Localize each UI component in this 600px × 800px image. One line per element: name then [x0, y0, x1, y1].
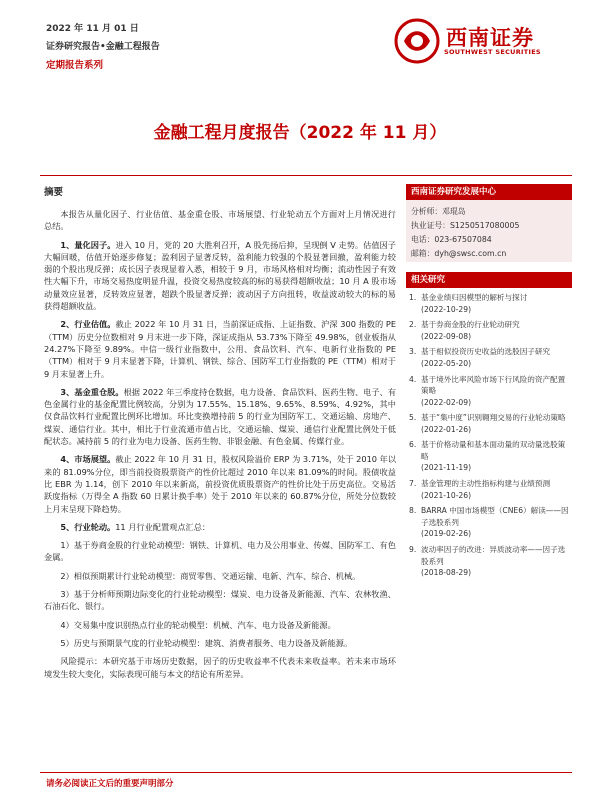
paragraph-text: 风险提示：本研究基于市场历史数据，因子的历史收益率不代表未来收益率。若未来市场环境发生较大变化，实际表现可能与本文的结论有所差异。 [44, 656, 396, 679]
related-item-title: 基于券商金股的行业轮动研究 [421, 320, 520, 330]
related-item-number: 2. [409, 320, 417, 330]
related-item-date: (2022-01-26) [421, 424, 472, 434]
related-item-title: 基金管理的主动性指标构建与业绩预测 [421, 479, 551, 489]
logo-subtitle: SOUTHWEST SECURITIES [444, 48, 541, 56]
related-item-title: 基于相似投资历史收益的选股因子研究 [421, 347, 551, 357]
paragraph-lead: 4、市场展望。 [60, 454, 116, 465]
related-item-number: 4. [409, 374, 417, 384]
related-research-item[interactable] [406, 374, 572, 409]
abstract-paragraph [44, 318, 396, 379]
logo-name: 西南证券 [446, 25, 534, 50]
related-research-item[interactable] [406, 346, 572, 369]
abstract-paragraph [44, 239, 396, 313]
related-research-list [406, 292, 572, 583]
paragraph-text: 5）历史与预期景气度的行业轮动模型：建筑、消费者服务、电力设备及新能源。 [60, 637, 353, 648]
abstract-paragraph [44, 208, 396, 233]
paragraph-text: 根据 2022 年三季度持仓数据，电力设备、食品饮料、医药生物、电子、有色金属行业的基金配置比例较高，分别为 17.55%、15.18%、9.65%、8.59%、4.92%，其中仅食品饮料行业配置比例环比增加。环比变换增持前 5 的行业为国防军工、交通运输、房地产、煤炭、通信行业。其中，相比于行业流通市值占比，交通运输、煤炭、通信行业配置比例处于低配状态。减持前 5 的行业为电力设备、医药生物、非银金融、有色金属、传媒行业。 [44, 386, 396, 447]
related-item-title: BARRA 中国市场模型（CNE6）解读——因子选股系列 [421, 506, 569, 527]
related-research-item[interactable] [406, 505, 572, 540]
related-research-item[interactable] [406, 478, 572, 501]
related-item-body [421, 292, 527, 315]
abstract-paragraph [44, 619, 396, 631]
paragraph-text: 1）基于券商金股的行业轮动模型：钢铁、计算机、电力及公用事业、传媒、国防军工、有色金属。 [44, 540, 396, 563]
analyst-name: 分析师：邓琨岛 [411, 207, 466, 216]
abstract-paragraph [44, 539, 396, 564]
report-date: 2022 年 11 月 01 日 [46, 24, 139, 34]
paragraph-text: 2）相似预期累计行业轮动模型：商贸零售、交通运输、电新、汽车、综合、机械。 [60, 570, 361, 581]
analyst-phone: 电话：023-67507084 [411, 235, 492, 244]
related-item-date: (2019-02-26) [421, 529, 472, 539]
related-item-title: 基金业绩归因模型的解析与探讨 [421, 293, 528, 302]
abstract-paragraph [44, 637, 396, 649]
related-item-number: 6. [409, 440, 417, 450]
related-item-title: 基于价格动量和基本面动量的双动量选股策略 [421, 440, 566, 461]
related-item-date: (2018-08-29) [421, 568, 472, 577]
related-item-number: 7. [409, 479, 417, 489]
related-item-number: 8. [409, 506, 417, 516]
paragraph-text: 进入 10 月，党的 20 大胜利召开，A 股先扬后抑，呈现倒 V 走势。估值因子大幅回暖，估值开始逐步修复；盈利因子显著反转，盈利能力较强的个股显著回撤，盈利能力较弱的个股出现反弹；成长因子表现显着入悉，相较于 9 月，市场风格相对均衡；流动性因子有效性大幅下升，市场交易热度明显升温，投资交易热度较高的标的易获得超额收益；10 月 A 股市场动量效应显著，反转效应显著，超跌个股显著反弹；波动因子方向扭转，收益波动较大的标的易获得超额收益。 [44, 239, 396, 312]
report-category: 证券研究报告•金融工程报告 [46, 42, 160, 52]
related-item-body [421, 374, 572, 409]
related-item-body [421, 505, 572, 540]
related-item-body [421, 544, 572, 579]
footer-disclaimer[interactable]: 请务必阅读正文后的重要声明部分 [46, 779, 174, 789]
company-logo [394, 18, 562, 64]
abstract-paragraph [44, 588, 396, 613]
related-item-date: (2022-10-29) [421, 304, 472, 314]
paragraph-lead: 2、行业估值。 [60, 319, 116, 330]
analyst-email[interactable]: 邮箱：dyh@swsc.com.cn [411, 249, 507, 258]
paragraph-lead: 3、基金重仓股。 [60, 386, 124, 397]
related-item-date: (2021-10-26) [421, 490, 472, 500]
paragraph-lead: 1、量化因子。 [60, 239, 116, 250]
related-item-number: 3. [409, 347, 417, 357]
related-item-date: (2022-05-20) [421, 358, 472, 368]
abstract-paragraph [44, 655, 396, 680]
abstract-paragraph [44, 570, 396, 582]
related-item-number: 1. [409, 293, 417, 302]
paragraph-text: 3）基于分析师预期边际变化的行业轮动模型：煤炭、电力设备及新能源、汽车、农林牧渔、石油石化、银行。 [44, 589, 396, 612]
paragraph-lead: 5、行业轮动。 [60, 521, 116, 532]
paragraph-text: 截止 2022 年 10 月 31 日，股权风险溢价 ERP 为 3.71%，处于 2010 年以来的 81.09%分位，即当前投资股票资产的性价比超过 2010 年以来 81.09%的时间。股债收益比 EBR 为 1.14，创下 2010 年以来新高，前投资优质股票资产的性价比处于历史高位。交易活跃度指标（万得全 A 指数 60 日累计换手率）处于 2010 年以来的 60.87%分位，所处分位数较上月末呈现下降趋势。 [44, 454, 396, 514]
related-research-item[interactable] [406, 544, 572, 579]
analyst-license: 执业证号：S1250517080005 [411, 221, 520, 230]
related-research-item[interactable] [406, 439, 572, 474]
related-item-body [421, 412, 566, 435]
paragraph-text: 11 月行业配置观点汇总： [115, 521, 211, 532]
paragraph-text: 本报告从量化因子、行业估值、基金重仓股、市场展望、行业轮动五个方面对上月情况进行总结。 [44, 209, 396, 232]
related-research-item[interactable] [406, 292, 572, 315]
header-divider [40, 175, 572, 176]
report-series: 定期报告系列 [46, 60, 104, 71]
related-research-title: 相关研究 [406, 272, 572, 288]
related-item-body [421, 319, 520, 342]
logo-emblem-icon [394, 18, 440, 64]
page-title: 金融工程月度报告（2022 年 11 月） [153, 123, 447, 143]
research-center-title: 西南证券研究发展中心 [406, 184, 572, 200]
related-research-item[interactable] [406, 319, 572, 342]
related-item-body [421, 346, 550, 369]
related-item-number: 5. [409, 413, 417, 423]
paragraph-text: 4）交易集中度识别热点行业的轮动模型：机械、汽车、电力设备及新能源。 [60, 619, 336, 630]
related-item-number: 9. [409, 545, 417, 554]
abstract-paragraph [44, 521, 396, 533]
related-item-date: (2021-11-19) [421, 463, 472, 473]
related-item-title: 基于境外比率风险市场下行风险的资产配置策略 [421, 374, 566, 396]
related-item-title: 波动率因子的改进：异质波动率——因子选股系列 [421, 545, 566, 566]
paragraph-text: 截止 2022 年 10 月 31 日，当前深证成指、上证指数、沪深 300 指数的 PE（TTM）历史分位数相对 9 月末进一步下降，深证成指从 53.73%下降至 49.98%，创业板指从 24.27%下降至 9.89%。中信一级行业指数中，公用、食品饮料、汽车、电新行业指数的 PE（TTM）相对于 9 月末显著下降，计算机、钢铁、综合、国防军工行业指数的 PE（TTM）相对于 9 月末显著上升。 [44, 319, 396, 379]
related-research-item[interactable] [406, 412, 572, 435]
related-item-body [421, 478, 550, 501]
related-item-body [421, 439, 572, 474]
abstract-paragraph [44, 386, 396, 447]
footer-divider [40, 772, 572, 773]
related-item-date: (2022-02-09) [421, 397, 472, 407]
abstract-paragraph [44, 453, 396, 514]
related-item-title: 基于“集中度”识别翱翔交易的行业轮动策略 [421, 413, 566, 423]
related-item-date: (2022-09-08) [421, 331, 472, 341]
abstract-heading: 摘要 [44, 187, 64, 198]
abstract-body [44, 208, 396, 768]
